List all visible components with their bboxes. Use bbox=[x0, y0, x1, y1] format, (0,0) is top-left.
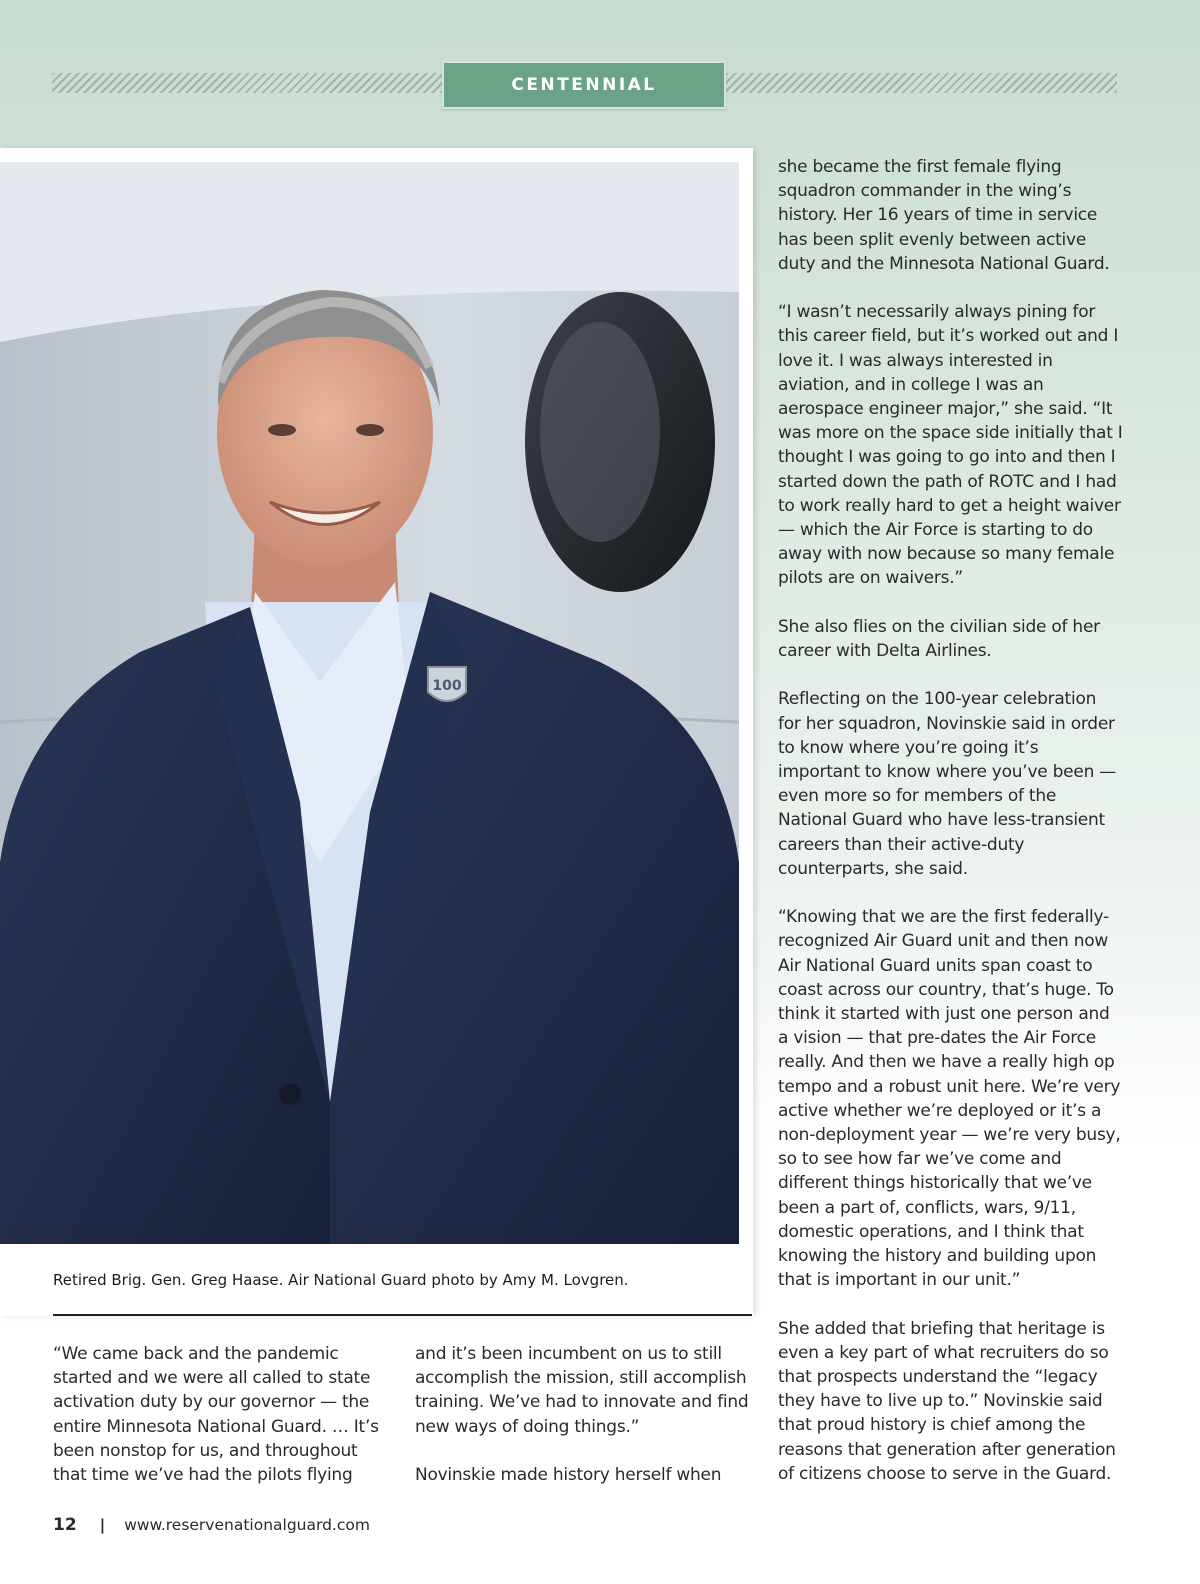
section-label: CENTENNIAL bbox=[442, 61, 726, 109]
caption-rule bbox=[53, 1314, 752, 1316]
lapel-pin-text: 100 bbox=[432, 678, 462, 694]
photo-caption: Retired Brig. Gen. Greg Haase. Air National Guard photo by Amy M. Lovgren. bbox=[53, 1271, 629, 1289]
paragraph: she became the first female flying squadron commander in the wing’s history. Her 16 years of time in service has been split evenly between active duty and the Minnesota National Guard. bbox=[778, 157, 1110, 274]
jacket-button bbox=[279, 1083, 301, 1105]
portrait-illustration bbox=[0, 162, 739, 1244]
article-column-bottom-middle bbox=[415, 1342, 755, 1511]
footer-separator: | bbox=[99, 1516, 106, 1534]
page-number: 12 bbox=[53, 1515, 77, 1535]
page-footer bbox=[53, 1515, 370, 1535]
paragraph: Novinskie made history herself when bbox=[415, 1465, 722, 1485]
paragraph: Reflecting on the 100-year celebration for her squadron, Novinskie said in order to know where you’re going it’s important to know where you’ve been — even more so for members of the National Guard who have less-transient careers than their active-duty counterparts, she said. bbox=[778, 689, 1117, 879]
paragraph: She added that briefing that heritage is even a key part of what recruiters do so that prospects understand the “legacy they have to live up to.” Novinskie said that proud history is chief among the reasons that generation after generation of citizens choose to serve in the Guard. bbox=[778, 1318, 1116, 1484]
portrait-photo bbox=[0, 162, 739, 1244]
header-hatch-left bbox=[52, 73, 444, 93]
article-column-right bbox=[778, 155, 1123, 1510]
footer-url[interactable]: www.reservenationalguard.com bbox=[124, 1516, 370, 1534]
paragraph: “Knowing that we are the first federally-recognized Air Guard unit and then now Air National Guard units span coast to coast across our country, that’s huge. To think it started with just one person and a vision — that pre-dates the Air Force really. And then we have a really high op tempo and a robust unit here. We’re very active whether we’re deployed or it’s a non-deployment year — we’re very busy, so to see how far we’ve come and different things historically that we’ve been a part of, conflicts, wars, 9/11, domestic operations, and I think that knowing the history and building upon that is important in our unit.” bbox=[778, 907, 1121, 1291]
paragraph: “I wasn’t necessarily always pining for this career field, but it’s worked out and I love it. I was always interested in aviation, and in college I was an aerospace engineer major,” she said. “It was more on the space side initially that I thought I was going to go into and then I started down the path of ROTC and I had to work really hard to get a height waiver — which the Air Force is starting to do away with now because so many female pilots are on waivers.” bbox=[778, 302, 1123, 589]
header-hatch-right bbox=[726, 73, 1117, 93]
article-column-bottom-left bbox=[53, 1342, 393, 1511]
paragraph: and it’s been incumbent on us to still accomplish the mission, still accomplish training. We’ve had to innovate and find new ways of doing things.” bbox=[415, 1344, 749, 1437]
paragraph: “We came back and the pandemic started and we were all called to state activation duty by our governor — the entire Minnesota National Guard. … It’s been nonstop for us, and throughout that time we’ve had the pilots flying bbox=[53, 1344, 379, 1486]
paragraph: She also flies on the civilian side of her career with Delta Airlines. bbox=[778, 616, 1100, 662]
